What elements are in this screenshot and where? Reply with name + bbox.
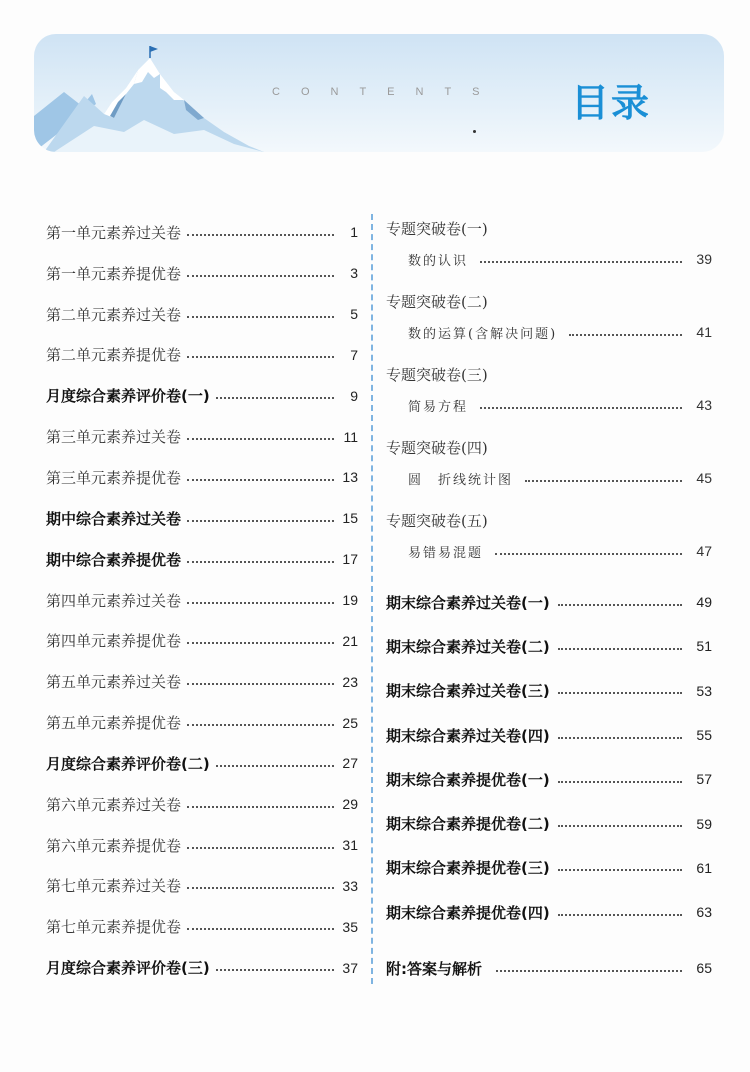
toc-entry-label: 期末综合素养提优卷(四): [386, 903, 550, 922]
toc-page-number: 3: [350, 265, 358, 282]
special-topic-group: [386, 433, 712, 506]
toc-entry[interactable]: [386, 624, 712, 668]
dot-leader: [558, 647, 682, 650]
dot-leader: [216, 764, 334, 767]
toc-entry[interactable]: [46, 702, 358, 743]
dot-leader: [558, 603, 682, 606]
toc-page-number: 35: [342, 918, 358, 935]
toc-entry[interactable]: [46, 866, 358, 907]
dot-leader: [216, 396, 334, 399]
toc-entry[interactable]: [46, 743, 358, 784]
toc-entry-label: 第五单元素养过关卷: [46, 673, 182, 692]
toc-entry[interactable]: [386, 669, 712, 713]
dot-leader: [187, 274, 334, 277]
toc-entry-label: 第一单元素养过关卷: [46, 223, 182, 242]
dot-leader: [187, 641, 334, 644]
dot-leader: [187, 315, 334, 318]
toc-entry-label: 数的认识: [408, 253, 469, 269]
toc-page-number: 51: [696, 638, 712, 655]
toc-page-number: 11: [343, 428, 358, 445]
right-toc-column: [386, 214, 712, 934]
toc-entry[interactable]: [46, 906, 358, 947]
toc-page-number: 13: [342, 469, 358, 486]
toc-entry[interactable]: [386, 757, 712, 801]
dot-leader: [558, 691, 682, 694]
toc-page-number: 63: [696, 904, 712, 921]
special-topic-title[interactable]: 专题突破卷(二): [386, 293, 488, 311]
dot-leader: [187, 886, 334, 889]
toc-entry[interactable]: [386, 713, 712, 757]
dot-leader: [216, 968, 334, 971]
toc-page-number: 29: [342, 796, 358, 813]
toc-page-number: 65: [696, 960, 712, 976]
toc-page-number: 61: [696, 859, 712, 876]
dot-leader: [569, 333, 682, 336]
toc-page-number: 33: [342, 877, 358, 894]
toc-entry-label: 期末综合素养过关卷(三): [386, 682, 550, 701]
toc-entry-label: 第七单元素养提优卷: [46, 918, 182, 937]
toc-page-number: 1: [350, 224, 358, 241]
dot-leader: [558, 736, 682, 739]
toc-entry[interactable]: [46, 580, 358, 621]
special-topic-title[interactable]: 专题突破卷(四): [386, 439, 488, 457]
dot-leader: [187, 805, 334, 808]
toc-entry[interactable]: [46, 294, 358, 335]
toc-entry[interactable]: [386, 536, 712, 566]
column-divider: [371, 214, 373, 984]
toc-entry-label: 第六单元素养提优卷: [46, 836, 182, 855]
toc-entry-label: 第五单元素养提优卷: [46, 714, 182, 733]
toc-page-number: 7: [350, 346, 358, 363]
toc-page-number: 43: [696, 397, 712, 413]
toc-entry[interactable]: [386, 390, 712, 420]
toc-page-number: 53: [696, 682, 712, 699]
toc-entry[interactable]: [46, 416, 358, 457]
dot-leader: [187, 560, 334, 563]
dot-leader: [187, 846, 334, 849]
dot-leader: [558, 868, 682, 871]
toc-entry-label: 第六单元素养过关卷: [46, 795, 182, 814]
toc-entry-label: 第二单元素养提优卷: [46, 346, 182, 365]
toc-page-number: 39: [696, 251, 712, 267]
special-topic-group: [386, 506, 712, 579]
toc-entry[interactable]: [386, 801, 712, 845]
toc-entry-label: 月度综合素养评价卷(三): [46, 959, 210, 978]
special-topic-title[interactable]: 专题突破卷(三): [386, 366, 488, 384]
toc-entry[interactable]: [46, 498, 358, 539]
toc-page-number: 17: [342, 551, 358, 568]
toc-page-number: 27: [342, 755, 358, 772]
toc-entry[interactable]: [46, 212, 358, 253]
toc-entry[interactable]: [46, 661, 358, 702]
toc-entry-label: 第三单元素养过关卷: [46, 428, 182, 447]
toc-entry[interactable]: [46, 947, 358, 988]
toc-entry-appendix[interactable]: [386, 954, 712, 982]
toc-entry[interactable]: [386, 463, 712, 493]
mountain-illustration: [34, 34, 294, 152]
toc-entry-label: 圆 折线统计图: [408, 472, 514, 488]
toc-entry-label: 月度综合素养评价卷(二): [46, 754, 210, 773]
toc-entry-label: 期末综合素养提优卷(三): [386, 859, 550, 878]
dot-leader: [558, 824, 682, 827]
dot-leader: [525, 479, 682, 482]
toc-entry-label: 期末综合素养过关卷(一): [386, 593, 550, 612]
toc-entry-label: 数的运算(含解决问题): [408, 326, 558, 342]
toc-page-number: 19: [342, 592, 358, 609]
dot-leader: [558, 780, 682, 783]
dot-leader: [187, 233, 334, 236]
contents-label: CONTENTS: [272, 86, 501, 98]
toc-entry-label: 第二单元素养过关卷: [46, 305, 182, 324]
toc-entry-label: 第三单元素养提优卷: [46, 468, 182, 487]
toc-page-number: 37: [342, 959, 358, 976]
toc-entry-label: 期末综合素养提优卷(一): [386, 770, 550, 789]
toc-page-number: 45: [696, 470, 712, 486]
toc-entry[interactable]: [46, 253, 358, 294]
toc-entry-label: 期末综合素养过关卷(四): [386, 726, 550, 745]
toc-page-number: 47: [696, 543, 712, 559]
toc-page-number: 31: [342, 837, 358, 854]
dot-leader: [496, 969, 682, 972]
toc-page-number: 25: [342, 714, 358, 731]
toc-page-number: 23: [342, 673, 358, 690]
toc-entry-label: 简易方程: [408, 399, 469, 415]
dot-leader: [187, 478, 334, 481]
toc-entry[interactable]: [386, 580, 712, 624]
dot-leader: [480, 260, 682, 263]
dot-leader: [558, 913, 682, 916]
special-topic-group: [386, 360, 712, 433]
toc-entry[interactable]: [386, 317, 712, 347]
toc-page-number: 9: [350, 387, 358, 404]
toc-entry[interactable]: [386, 244, 712, 274]
toc-entry[interactable]: [46, 825, 358, 866]
toc-entry-label: 第四单元素养提优卷: [46, 632, 182, 651]
dot-leader: [495, 552, 682, 555]
toc-entry-label: 月度综合素养评价卷(一): [46, 387, 210, 406]
toc-entry-label: 期末综合素养提优卷(二): [386, 815, 550, 834]
decorative-dot: [473, 130, 476, 133]
toc-page-number: 59: [696, 815, 712, 832]
toc-page-number: 15: [342, 510, 358, 527]
toc-page-number: 41: [696, 324, 712, 340]
dot-leader: [187, 355, 334, 358]
header-banner: [34, 34, 724, 152]
toc-entry-label: 附:答案与解析: [386, 959, 482, 978]
toc-entry-label: 易错易混题: [408, 545, 484, 561]
dot-leader: [187, 723, 334, 726]
dot-leader: [480, 406, 682, 409]
page-title: 目录: [571, 81, 652, 125]
dot-leader: [187, 601, 334, 604]
toc-entry-label: 期中综合素养提优卷: [46, 550, 182, 569]
dot-leader: [187, 927, 334, 930]
toc-page-number: 57: [696, 771, 712, 788]
toc-entry[interactable]: [46, 457, 358, 498]
dot-leader: [187, 682, 334, 685]
special-topic-title[interactable]: 专题突破卷(一): [386, 220, 488, 238]
special-topic-title[interactable]: 专题突破卷(五): [386, 512, 488, 530]
special-topic-group: [386, 214, 712, 287]
toc-entry[interactable]: [46, 375, 358, 416]
toc-entry[interactable]: [46, 784, 358, 825]
toc-entry[interactable]: [46, 335, 358, 376]
toc-entry[interactable]: [386, 846, 712, 890]
toc-entry[interactable]: [46, 620, 358, 661]
toc-entry-label: 第四单元素养过关卷: [46, 591, 182, 610]
left-toc-column: [46, 212, 358, 988]
toc-page-number: 21: [342, 632, 358, 649]
special-topic-group: [386, 287, 712, 360]
toc-entry-label: 第七单元素养过关卷: [46, 877, 182, 896]
toc-page-number: 5: [350, 306, 358, 323]
toc-entry-label: 第一单元素养提优卷: [46, 264, 182, 283]
toc-entry[interactable]: [46, 539, 358, 580]
toc-page-number: 55: [696, 727, 712, 744]
dot-leader: [187, 437, 334, 440]
toc-page-number: 49: [696, 594, 712, 611]
toc-entry[interactable]: [386, 890, 712, 934]
toc-entry-label: 期中综合素养过关卷: [46, 509, 182, 528]
dot-leader: [187, 519, 334, 522]
toc-entry-label: 期末综合素养过关卷(二): [386, 637, 550, 656]
